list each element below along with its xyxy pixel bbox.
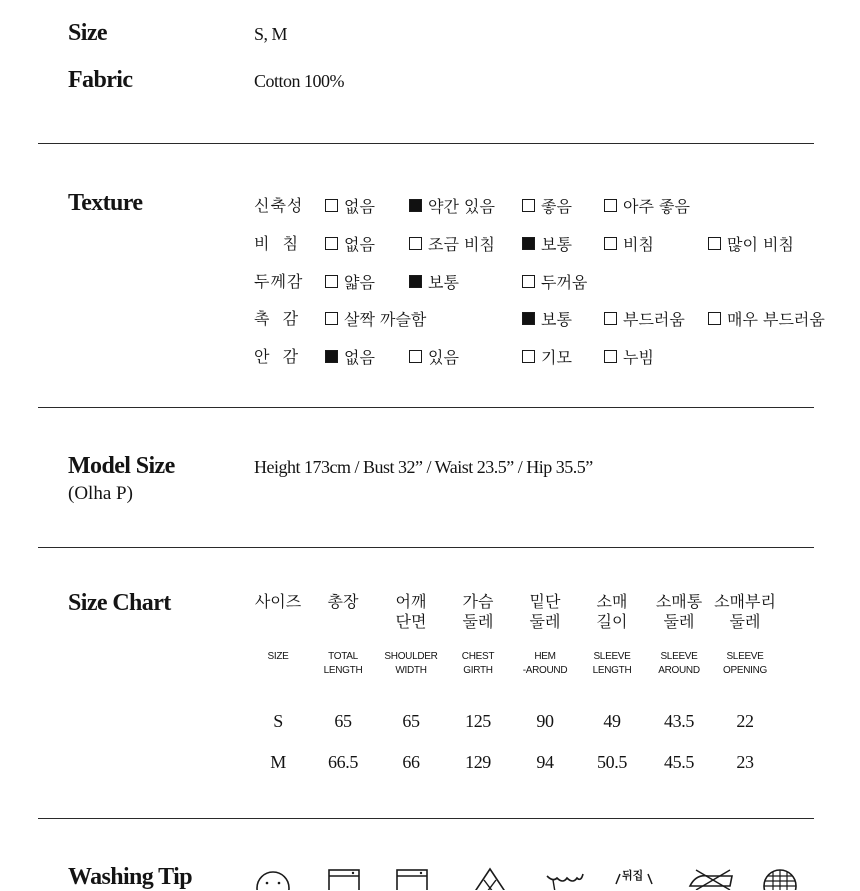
checkbox-empty-icon [325,312,338,325]
texture-option [325,270,375,293]
divider [38,547,814,548]
size-chart-header-en: SHOULDER WIDTH [384,651,438,676]
texture-option-label: 조금 비침 [428,235,495,254]
checkbox-checked-icon [522,237,535,250]
divider [38,407,814,408]
divider [38,143,814,144]
texture-row-label: 안 감 [254,347,300,366]
texture-option-label: 누빔 [623,348,654,367]
size-chart-cell: S [273,711,283,731]
checkbox-checked-icon [522,312,535,325]
texture-row-label: 비 침 [254,234,300,253]
checkbox-empty-icon [409,237,422,250]
texture-option [325,194,375,217]
size-chart-cell: 66.5 [328,752,358,772]
texture-option [604,232,654,255]
size-chart-cell: 65 [402,711,420,731]
size-chart-header-en: CHEST GIRTH [461,651,495,676]
checkbox-checked-icon [409,199,422,212]
texture-option [604,307,685,330]
texture-option [409,232,495,255]
checkbox-empty-icon [604,199,617,212]
hand-wash-icon [254,866,294,890]
dryer-icon [326,866,362,890]
checkbox-empty-icon [604,312,617,325]
size-chart-cell: 94 [536,752,554,772]
net-icon [760,866,800,890]
size-value: S, M [254,24,288,44]
texture-option-label: 있음 [428,348,459,367]
texture-option [325,345,375,368]
texture-option [522,307,572,330]
checkbox-empty-icon [522,350,535,363]
size-chart-header-kr: 어깨 단면 [395,592,427,631]
texture-option [325,307,426,330]
texture-option-label: 아주 좋음 [623,197,690,216]
texture-option [708,232,794,255]
size-chart-header-kr: 소매 길이 [596,592,628,631]
size-chart-cell: 65 [334,711,352,731]
texture-option-label: 부드러움 [623,310,685,329]
checkbox-empty-icon [325,237,338,250]
size-chart-cell: 45.5 [664,752,694,772]
texture-option-label: 보통 [541,235,572,254]
texture-option-label: 없음 [344,348,375,367]
texture-option [522,194,572,217]
model-measurements: Height 173cm / Bust 32” / Waist 23.5” / Hip 35.5” [254,457,593,477]
checkbox-empty-icon [325,275,338,288]
texture-option [522,270,587,293]
checkbox-empty-icon [604,237,617,250]
texture-option-label: 기모 [541,348,572,367]
texture-option-label: 매우 부드러움 [727,310,825,329]
washing-tip-title: Washing Tip [68,864,192,890]
no-iron-icon [686,866,736,890]
size-chart-header-kr: 총장 [327,592,359,611]
checkbox-empty-icon [604,350,617,363]
size-chart-header-en: TOTAL LENGTH [323,651,363,676]
inside-out-icon [612,866,656,886]
texture-option-label: 많이 비침 [727,235,794,254]
checkbox-empty-icon [325,199,338,212]
size-chart-header-kr: 소매통 둘레 [655,592,703,631]
size-chart-cell: 43.5 [664,711,694,731]
texture-option [409,194,495,217]
texture-option-label: 보통 [428,273,459,292]
texture-option [409,270,459,293]
texture-option [522,232,572,255]
texture-option-label: 보통 [541,310,572,329]
size-chart-header-en: SIZE [267,651,289,662]
texture-option [708,307,825,330]
size-chart-cell: 50.5 [597,752,627,772]
bleach-triangle-icon [470,866,510,890]
size-chart-title: Size Chart [68,590,171,616]
checkbox-checked-icon [409,275,422,288]
size-chart-header-kr: 밑단 둘레 [529,592,561,631]
size-chart-cell: 66 [402,752,420,772]
checkbox-empty-icon [522,199,535,212]
fabric-label: Fabric [68,67,133,93]
texture-option-label: 없음 [344,197,375,216]
size-chart-header-kr: 소매부리 둘레 [714,592,776,631]
texture-row-label: 신축성 [254,196,304,215]
inside-out-text: 뒤집 [622,869,644,882]
model-size-title: Model Size [68,453,175,479]
size-chart-header-kr: 사이즈 [254,592,302,611]
checkbox-checked-icon [325,350,338,363]
texture-option [325,232,375,255]
size-chart-header-en: SLEEVE OPENING [722,651,768,676]
texture-option [604,345,654,368]
size-chart-cell: 23 [736,752,754,772]
texture-option-label: 약간 있음 [428,197,495,216]
checkbox-empty-icon [409,350,422,363]
texture-option-label: 좋음 [541,197,572,216]
texture-title: Texture [68,190,143,216]
size-chart-header-en: SLEEVE LENGTH [592,651,632,676]
checkbox-empty-icon [708,312,721,325]
checkbox-empty-icon [708,237,721,250]
texture-option-label: 비침 [623,235,654,254]
size-chart-cell: 129 [465,752,491,772]
size-chart-cell: 90 [536,711,554,731]
divider [38,818,814,819]
texture-row-label: 두께감 [254,272,304,291]
size-chart-cell: M [270,752,286,772]
size-chart-header-en: SLEEVE AROUND [658,651,700,676]
size-label: Size [68,20,107,46]
size-chart-cell: 49 [603,711,621,731]
size-chart-cell: 22 [736,711,754,731]
texture-option [604,194,690,217]
texture-option [409,345,459,368]
texture-option-label: 얇음 [344,273,375,292]
texture-row-label: 촉 감 [254,309,300,328]
texture-option [522,345,572,368]
fabric-value: Cotton 100% [254,71,345,91]
size-chart-header-en: HEM -AROUND [522,651,568,676]
size-chart-header-kr: 가슴 둘레 [462,592,494,631]
hand-wash-tub-icon [545,866,585,890]
texture-option-label: 없음 [344,235,375,254]
texture-option-label: 살짝 까슬함 [344,310,427,329]
checkbox-empty-icon [522,275,535,288]
texture-option-label: 두꺼움 [541,273,588,292]
dryer-icon [394,866,430,890]
model-name: (Olha P) [68,483,133,504]
size-chart-cell: 125 [465,711,491,731]
